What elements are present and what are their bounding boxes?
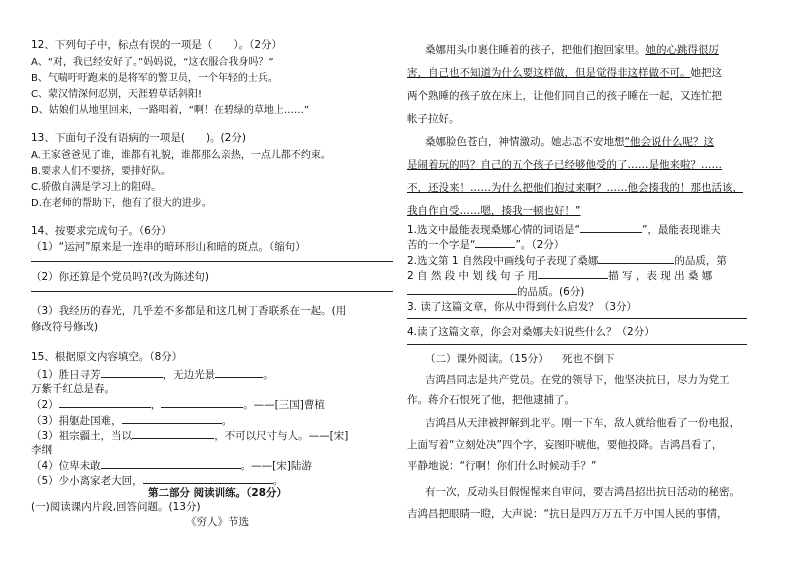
rq2-line-c: 的品质。(6分): [407, 284, 584, 299]
answer-line[interactable]: [407, 344, 747, 345]
q13-option-d: D.在老师的帮助下，他有了很大的进步。: [31, 198, 212, 209]
underlined-sentence: “他会说什么呢？这: [624, 136, 714, 148]
q12-option-a: A、“对，我已经安好了。”妈妈说，“这衣服合我身吗？”: [31, 57, 274, 68]
q13-option-c: C.骄傲自满是学习上的阻碍。: [31, 182, 162, 193]
fill-blank[interactable]: [580, 222, 642, 233]
q15-line-3: （3）捐躯赴国难， 。: [31, 415, 233, 427]
underlined-sentence: 是闹着玩的吗？自己的五个孩子已经够他受的了……是他来啦？……: [407, 159, 722, 171]
text-line: 吉鸿昌从天津被押解到北平。刚一下车，敌人就给他看了一份电报，: [425, 417, 740, 429]
text-line: 平静地说：“行啊！你们什么时候动手？”: [407, 460, 597, 472]
fill-blank[interactable]: [215, 367, 263, 378]
q14-stem: 14、按要求完成句子。（6分）: [31, 225, 172, 237]
fill-blank[interactable]: [143, 473, 273, 484]
text-line: 帐子拉好。: [407, 113, 460, 125]
part2-heading: 第二部分 阅读训练。（28分）: [148, 487, 288, 499]
q13-option-b: B.要求人们不要挤，要排好队。: [31, 166, 172, 177]
rq2-line-a: 2.选文第 1 自然段中画线句子表现了桑娜 的品质，第: [407, 255, 727, 267]
q14-item-1: （1）“运河”原来是一连串的暗环形山和暗的斑点。（缩句）: [31, 241, 306, 253]
answer-line[interactable]: [31, 261, 393, 262]
text-span: 桑娜用头巾裹住睡着的孩子，把他们抱回家里。: [425, 44, 646, 56]
q15-line-2: （2） ， 。——[三国]曹植: [31, 399, 325, 411]
q13-stem: 13、下面句子没有语病的一项是( )。(2分): [31, 132, 246, 144]
q13-option-a: A.王家爸爸见了谁，谁都有礼貌，谁都那么亲热，一点儿都不约束。: [31, 150, 331, 161]
q15-stem: 15、根据原文内容填空。（8分）: [31, 351, 183, 363]
underlined-sentence: 不，还没来！……为什么把他们抱过来啊？……他会揍我的！那也活该，: [407, 182, 743, 194]
fill-blank[interactable]: [132, 428, 214, 439]
underlined-sentence: 我自作自受……嗯，揍我一顿也好！”: [407, 205, 581, 217]
rq3: 3. 读了这篇文章，你从中得到什么启发？（3分）: [407, 301, 638, 313]
text-span: 她把这: [690, 67, 722, 79]
rq1-line-a: 1.选文中最能表现桑娜心情的词语是“ ”，最能表现谁夫: [407, 224, 721, 236]
q12-option-c: C、蒙汉情深何忍别，天涯碧草话斜阳!: [31, 89, 202, 100]
reading-1-heading: (一)阅读课内片段,回答问题。(13分): [31, 501, 201, 513]
answer-line[interactable]: [407, 318, 747, 319]
reading-2-title: 死也不倒下: [562, 353, 615, 365]
q14-item-3a: （3）我经历的春光，几乎差不多都是和这几树丁香联系在一起。(用: [31, 305, 347, 317]
fill-blank[interactable]: [161, 397, 243, 408]
fill-blank[interactable]: [101, 458, 241, 469]
underlined-sentence: 她的心跳得很厉: [645, 44, 719, 56]
text-line: 吉鸿昌把眼睛一瞪，大声说：“抗日是四万万五千万中国人民的事情，: [407, 508, 728, 520]
q12-option-d: D、姑娘们从地里回来，一路唱着，“啊！在碧绿的草地上……”: [31, 105, 310, 116]
q12-option-b: B、气喘吁吁跑来的是将军的警卫员，一个年轻的士兵。: [31, 73, 278, 84]
fill-blank[interactable]: [598, 253, 674, 264]
rq2-line-b: 2 自 然 段 中 划 线 句 子 用 描 写 ，表 现 出 桑 娜: [407, 270, 713, 282]
rq1-line-b: 苦的一个字是“ ”。（2分）: [407, 239, 565, 251]
fill-blank[interactable]: [122, 413, 222, 424]
text-line: 有一次，反动头目假惺惺来自审问，要吉鸿昌招出抗日活动的秘密。: [425, 486, 740, 498]
fill-blank[interactable]: [407, 284, 517, 295]
text-span: 桑娜脸色苍白，神情激动。她忐忑不安地想: [425, 136, 625, 148]
answer-line[interactable]: [31, 291, 393, 292]
text-line: 吉鸿昌同志是共产党员。在党的领导下，他坚决抗日，尽力为党工: [425, 374, 730, 386]
text-line: 两个熟睡的孩子放在床上，让他们同自己的孩子睡在一起，又连忙把: [407, 90, 722, 102]
q14-item-3b: 修改符号修改): [31, 321, 99, 333]
underlined-sentence: 害，自己也不知道为什么要这样做，但是觉得非这样做不可。: [407, 67, 691, 79]
rq4: 4.读了这篇文章，你会对桑娜夫妇说些什么？（2分）: [407, 326, 655, 338]
q15-line-5: （4）位卑未敢 。——[宋]陆游: [31, 460, 312, 472]
reading-2-label: （二）课外阅读。（15分）: [425, 353, 549, 365]
fill-blank[interactable]: [538, 268, 608, 279]
q15-line-4: （3）祖宗疆土，当以 ，不可以尺寸与人。——[宋]: [31, 430, 349, 442]
fill-blank[interactable]: [59, 397, 151, 408]
q15-line-6: （5）少小离家老大回， 。: [31, 475, 284, 487]
q15-line-4b: 李纲: [31, 444, 52, 456]
q12-stem: 12、下列句子中，标点有误的一项是（ ）。（2分）: [31, 39, 283, 51]
passage-title: 《穷人》节选: [186, 516, 249, 528]
q15-line-1b: 万紫千红总是春。: [31, 383, 115, 395]
text-line: 上面写着“立刻处决”四个字，妄图吓唬他，要他投降。吉鸿昌看了，: [407, 439, 723, 451]
text-line: 作。蒋介石恨死了他，把他逮捕了。: [407, 394, 575, 406]
fill-blank[interactable]: [475, 237, 515, 248]
fill-blank[interactable]: [101, 367, 163, 378]
q15-line-1: （1）胜日寻芳 ，无边光景 。: [31, 369, 274, 381]
q14-item-2: （2）你还算是个党员吗?(改为陈述句): [31, 271, 209, 283]
